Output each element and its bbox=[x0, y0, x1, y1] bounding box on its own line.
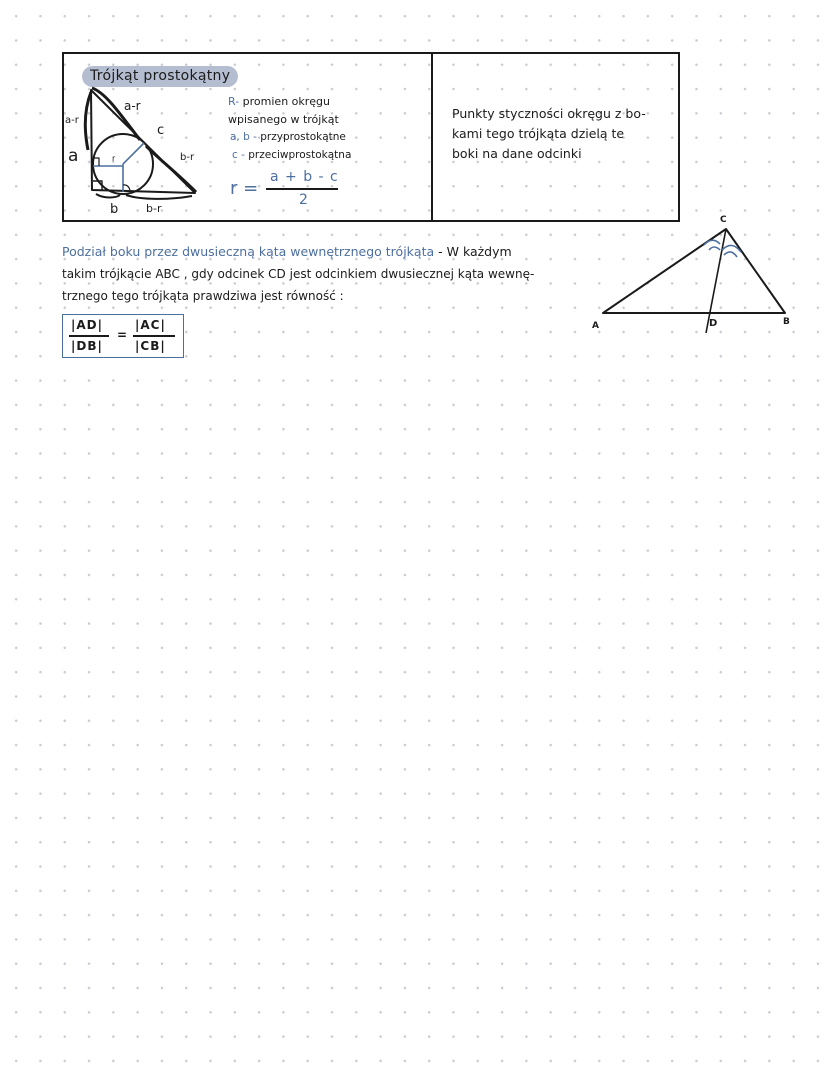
legend-ab-text: przyprostokątne bbox=[256, 131, 346, 143]
angle-arc-left-inner bbox=[709, 247, 720, 250]
note-line-2: kami tego trójkąta dzielą te bbox=[452, 126, 625, 141]
legend-line-3 bbox=[230, 132, 346, 143]
table-right-border bbox=[678, 54, 680, 220]
ratio-db: |DB| bbox=[71, 339, 103, 353]
triangle-abc bbox=[603, 229, 785, 313]
legend-line-4 bbox=[232, 150, 351, 161]
formula-r-lhs: r = bbox=[230, 178, 259, 199]
angle-arc-left-outer bbox=[704, 240, 720, 245]
formula-r-denominator: 2 bbox=[299, 192, 308, 208]
label-b: b bbox=[110, 202, 119, 217]
ratio-left-bar bbox=[69, 335, 109, 337]
ratio-formula-box bbox=[62, 314, 184, 358]
table-left-border bbox=[62, 54, 64, 220]
vertex-label-a: A bbox=[592, 321, 599, 331]
angle-arc-right-outer bbox=[722, 245, 741, 252]
legend-c-symbol: c - bbox=[232, 149, 245, 161]
ratio-right-bar bbox=[133, 335, 175, 337]
note-line-3: boki na dane odcinki bbox=[452, 146, 582, 161]
table-divider bbox=[431, 54, 433, 220]
bisector-heading: Podział boku przez dwusieczną kąta wewnętrznego trójkąta bbox=[62, 244, 435, 259]
bisector-heading-tail: - W każdym bbox=[438, 244, 512, 259]
bisector-heading-line bbox=[62, 246, 512, 259]
vertex-label-c: C bbox=[720, 215, 727, 225]
legend-c-text: przeciwprostokątna bbox=[244, 149, 352, 161]
bisector-text-line-2: takim trójkącie ABC , gdy odcinek CD jest odcinkiem dwusiecznej kąta wewnę- bbox=[62, 267, 535, 281]
ratio-cb: |CB| bbox=[135, 339, 166, 353]
label-a-minus-r-top: a-r bbox=[124, 99, 141, 113]
section-title: Trójkąt prostokątny bbox=[82, 66, 238, 87]
legend-line-1 bbox=[228, 96, 330, 107]
legend-ab-symbol: a, b - bbox=[230, 131, 257, 143]
ratio-ac: |AC| bbox=[135, 318, 166, 332]
vertex-label-d: D bbox=[709, 318, 718, 329]
ratio-ad: |AD| bbox=[71, 318, 104, 332]
note-line-1: Punkty styczności okręgu z bo- bbox=[452, 106, 646, 121]
label-a-minus-r-left: a-r bbox=[65, 115, 79, 126]
label-r: r bbox=[112, 154, 116, 163]
label-a: a bbox=[68, 146, 79, 166]
formula-r-fraction-bar bbox=[266, 188, 338, 190]
legend-line-2: wpisanego w trójkąt bbox=[228, 113, 339, 126]
legend-r-symbol: R- bbox=[228, 95, 240, 108]
legend-r-text: promien okręgu bbox=[239, 95, 331, 108]
bisector-text-line-3: trznego tego trójkąta prawdziwa jest równość : bbox=[62, 289, 344, 303]
formula-r-numerator: a + b - c bbox=[270, 169, 339, 185]
ratio-equals: = bbox=[117, 328, 129, 342]
angle-arc-right-inner bbox=[724, 252, 737, 257]
label-c: c bbox=[157, 123, 165, 138]
label-b-minus-r-right: b-r bbox=[180, 152, 195, 163]
label-b-minus-r-bottom: b-r bbox=[146, 202, 162, 215]
vertex-label-b: B bbox=[783, 317, 790, 327]
